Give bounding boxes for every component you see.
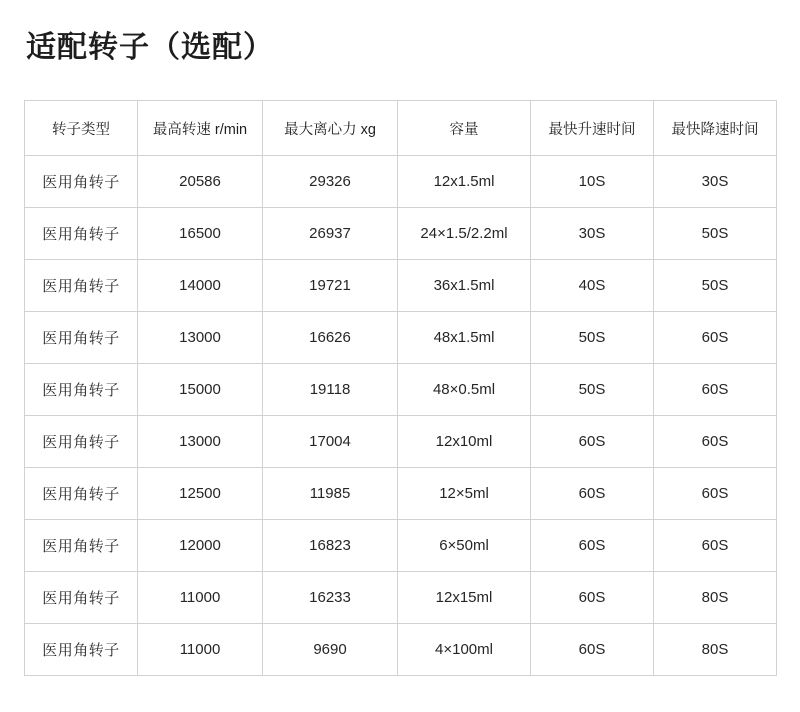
cell-accel-time: 40S — [531, 260, 654, 312]
cell-decel-time: 60S — [654, 468, 777, 520]
table-header-row — [25, 101, 777, 156]
rotor-spec-table — [24, 100, 777, 676]
cell-decel-time: 60S — [654, 364, 777, 416]
cell-max-speed: 11000 — [138, 572, 263, 624]
table-row — [25, 416, 777, 468]
cell-rotor-type: 医用角转子 — [25, 208, 138, 260]
cell-max-rcf: 16233 — [263, 572, 398, 624]
column-header-rotor-type: 转子类型 — [25, 101, 138, 156]
cell-capacity: 12x1.5ml — [398, 156, 531, 208]
cell-rotor-type: 医用角转子 — [25, 624, 138, 676]
cell-accel-time: 60S — [531, 416, 654, 468]
cell-max-speed: 13000 — [138, 312, 263, 364]
column-header-max-rcf: 最大离心力 xg — [263, 101, 398, 156]
cell-max-speed: 14000 — [138, 260, 263, 312]
cell-rotor-type: 医用角转子 — [25, 312, 138, 364]
cell-rotor-type: 医用角转子 — [25, 156, 138, 208]
cell-decel-time: 60S — [654, 520, 777, 572]
cell-capacity: 48x1.5ml — [398, 312, 531, 364]
cell-capacity: 12x15ml — [398, 572, 531, 624]
cell-accel-time: 60S — [531, 468, 654, 520]
cell-max-rcf: 19118 — [263, 364, 398, 416]
cell-capacity: 48×0.5ml — [398, 364, 531, 416]
cell-decel-time: 50S — [654, 208, 777, 260]
table-header — [25, 101, 777, 156]
cell-capacity: 12×5ml — [398, 468, 531, 520]
cell-max-speed: 16500 — [138, 208, 263, 260]
column-header-decel-time: 最快降速时间 — [654, 101, 777, 156]
cell-accel-time: 60S — [531, 624, 654, 676]
table-row — [25, 468, 777, 520]
rotor-spec-table-container — [24, 100, 776, 676]
cell-accel-time: 50S — [531, 312, 654, 364]
cell-accel-time: 10S — [531, 156, 654, 208]
column-header-max-speed: 最高转速 r/min — [138, 101, 263, 156]
cell-capacity: 12x10ml — [398, 416, 531, 468]
column-header-accel-time: 最快升速时间 — [531, 101, 654, 156]
cell-max-speed: 12500 — [138, 468, 263, 520]
cell-max-speed: 13000 — [138, 416, 263, 468]
cell-max-speed: 15000 — [138, 364, 263, 416]
cell-capacity: 36x1.5ml — [398, 260, 531, 312]
cell-max-rcf: 16823 — [263, 520, 398, 572]
page-title: 适配转子（选配） — [26, 31, 274, 64]
table-row — [25, 312, 777, 364]
cell-rotor-type: 医用角转子 — [25, 260, 138, 312]
table-row — [25, 624, 777, 676]
cell-decel-time: 60S — [654, 416, 777, 468]
cell-max-rcf: 17004 — [263, 416, 398, 468]
table-row — [25, 572, 777, 624]
table-body — [25, 156, 777, 676]
cell-max-speed: 11000 — [138, 624, 263, 676]
table-row — [25, 156, 777, 208]
table-row — [25, 208, 777, 260]
cell-rotor-type: 医用角转子 — [25, 416, 138, 468]
cell-max-rcf: 11985 — [263, 468, 398, 520]
cell-decel-time: 80S — [654, 624, 777, 676]
cell-decel-time: 30S — [654, 156, 777, 208]
cell-rotor-type: 医用角转子 — [25, 572, 138, 624]
cell-max-rcf: 29326 — [263, 156, 398, 208]
column-header-capacity: 容量 — [398, 101, 531, 156]
cell-accel-time: 50S — [531, 364, 654, 416]
cell-max-speed: 20586 — [138, 156, 263, 208]
cell-decel-time: 80S — [654, 572, 777, 624]
cell-decel-time: 50S — [654, 260, 777, 312]
cell-capacity: 4×100ml — [398, 624, 531, 676]
table-row — [25, 364, 777, 416]
cell-max-rcf: 16626 — [263, 312, 398, 364]
table-row — [25, 260, 777, 312]
cell-accel-time: 60S — [531, 572, 654, 624]
cell-max-speed: 12000 — [138, 520, 263, 572]
cell-accel-time: 60S — [531, 520, 654, 572]
cell-decel-time: 60S — [654, 312, 777, 364]
cell-max-rcf: 19721 — [263, 260, 398, 312]
cell-accel-time: 30S — [531, 208, 654, 260]
cell-capacity: 24×1.5/2.2ml — [398, 208, 531, 260]
cell-rotor-type: 医用角转子 — [25, 364, 138, 416]
cell-rotor-type: 医用角转子 — [25, 468, 138, 520]
cell-capacity: 6×50ml — [398, 520, 531, 572]
cell-max-rcf: 26937 — [263, 208, 398, 260]
table-row — [25, 520, 777, 572]
cell-rotor-type: 医用角转子 — [25, 520, 138, 572]
cell-max-rcf: 9690 — [263, 624, 398, 676]
